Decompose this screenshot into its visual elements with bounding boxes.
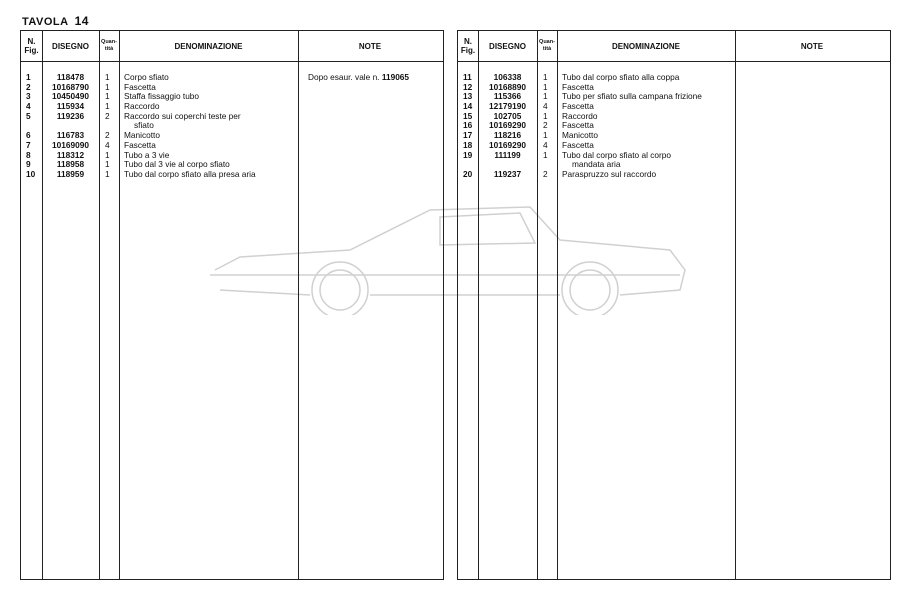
table-row xyxy=(458,151,890,170)
quantity: 1 xyxy=(543,72,548,82)
quantity: 1 xyxy=(105,81,110,92)
fig-number: 9 xyxy=(26,159,31,170)
fig-number: 2 xyxy=(26,81,31,92)
description: Tubo dal corpo sfiato alla presa aria xyxy=(124,168,256,179)
table-row xyxy=(458,121,890,131)
table-row xyxy=(21,151,443,161)
table-row xyxy=(458,102,890,112)
fig-number: 12 xyxy=(463,81,473,92)
part-number: 111199 xyxy=(494,149,521,160)
fig-number: 6 xyxy=(26,130,31,141)
part-number: 118216 xyxy=(493,130,522,141)
header-disegno xyxy=(42,31,99,61)
fig-number: 16 xyxy=(463,120,473,131)
header-disegno xyxy=(478,31,537,61)
table-row xyxy=(458,141,890,151)
description: Fascetta xyxy=(124,139,156,150)
header-fig-line1: N. xyxy=(464,37,472,46)
description: Fascetta xyxy=(562,139,594,150)
description: Staffa fissaggio tubo xyxy=(124,91,200,102)
part-number: 118958 xyxy=(56,159,85,170)
note-text: Dopo esaur. vale n. xyxy=(308,72,380,82)
fig-number: 4 xyxy=(26,101,31,112)
table-header xyxy=(21,31,443,62)
fig-number: 18 xyxy=(463,139,473,150)
description: Paraspruzzo sul raccordo xyxy=(562,168,657,179)
part-number: 118312 xyxy=(56,149,85,160)
header-note-label: NOTE xyxy=(358,41,382,51)
header-qty-line2: tità xyxy=(542,46,552,52)
header-denominazione-label: DENOMINAZIONE xyxy=(612,41,680,51)
header-disegno-label: DISEGNO xyxy=(52,41,89,51)
description: Raccordo xyxy=(124,101,160,112)
description: Tubo dal corpo sfiato al corpo xyxy=(562,149,671,160)
description: Corpo sfiato xyxy=(124,72,169,82)
title-label: TAVOLA xyxy=(22,16,69,28)
quantity: 1 xyxy=(105,72,110,82)
fig-number: 17 xyxy=(463,130,473,141)
part-number: 118478 xyxy=(56,72,85,82)
header-fig-line1: N. xyxy=(27,37,36,46)
description: Tubo dal corpo sfiato alla coppa xyxy=(562,72,680,82)
description-continued: mandata aria xyxy=(572,159,621,170)
fig-number: 5 xyxy=(26,110,31,121)
quantity: 1 xyxy=(543,91,548,102)
description: Fascetta xyxy=(562,81,594,92)
description: Fascetta xyxy=(562,120,594,131)
description: Fascetta xyxy=(124,81,156,92)
description: Raccordo xyxy=(562,110,598,121)
description: Raccordo sui coperchi teste per xyxy=(124,110,241,121)
note-part-number: 119065 xyxy=(381,72,410,82)
header-qty-line1: Quan- xyxy=(101,39,117,45)
part-number: 106338 xyxy=(493,72,522,82)
part-number: 10168890 xyxy=(489,81,526,92)
header-disegno-label: DISEGNO xyxy=(489,41,526,51)
header-fig-line2: Fig. xyxy=(24,46,39,55)
description: Manicotto xyxy=(124,130,160,141)
quantity: 1 xyxy=(543,130,548,141)
part-number: 115934 xyxy=(56,101,85,112)
parts-table-right xyxy=(457,30,891,580)
fig-number: 15 xyxy=(463,110,473,121)
part-number: 10169290 xyxy=(489,139,526,150)
page-title xyxy=(22,14,89,28)
part-number: 116783 xyxy=(56,130,85,141)
description: Fascetta xyxy=(562,101,594,112)
part-number: 10168790 xyxy=(52,81,89,92)
table-header xyxy=(458,31,890,62)
part-number: 10450490 xyxy=(52,91,89,102)
header-qty xyxy=(99,31,119,61)
header-fig xyxy=(458,31,478,61)
part-number: 119236 xyxy=(56,110,85,121)
part-number: 10169090 xyxy=(52,139,89,150)
table-row xyxy=(21,92,443,102)
table-row xyxy=(21,170,443,180)
fig-number: 11 xyxy=(463,72,472,82)
fig-number: 8 xyxy=(26,149,31,160)
note xyxy=(308,73,409,83)
description-continued: sfiato xyxy=(134,120,154,131)
table-row xyxy=(21,112,443,131)
fig-number: 13 xyxy=(463,91,473,102)
header-qty-line2: tità xyxy=(104,46,114,52)
fig-number: 1 xyxy=(26,72,31,82)
header-fig-line2: Fig. xyxy=(460,46,476,55)
header-fig xyxy=(21,31,42,61)
table-row xyxy=(458,170,890,180)
table-number: 14 xyxy=(74,14,89,28)
part-number: 102705 xyxy=(493,110,522,121)
fig-number: 10 xyxy=(26,168,36,179)
description: Tubo dal 3 vie al corpo sfiato xyxy=(124,159,230,170)
description: Tubo per sfiato sulla campana frizione xyxy=(562,91,702,102)
quantity: 1 xyxy=(105,101,110,112)
header-denominazione xyxy=(557,31,735,61)
quantity: 2 xyxy=(105,130,110,141)
part-number: 10169290 xyxy=(489,120,526,131)
header-qty xyxy=(537,31,557,61)
fig-number: 3 xyxy=(26,91,31,102)
quantity: 4 xyxy=(543,101,548,112)
table-row xyxy=(21,141,443,151)
header-note-label: NOTE xyxy=(800,41,824,51)
header-denominazione xyxy=(119,31,298,61)
quantity: 2 xyxy=(543,168,548,179)
quantity: 1 xyxy=(543,81,548,92)
quantity: 4 xyxy=(543,139,548,150)
quantity: 1 xyxy=(543,110,548,121)
quantity: 2 xyxy=(543,120,548,131)
quantity: 1 xyxy=(543,149,548,160)
part-number: 115366 xyxy=(493,91,522,102)
part-number: 118959 xyxy=(56,168,85,179)
part-number: 12179190 xyxy=(489,101,526,112)
quantity: 4 xyxy=(105,139,110,150)
fig-number: 19 xyxy=(463,149,473,160)
header-note xyxy=(298,31,442,61)
fig-number: 20 xyxy=(463,168,473,179)
description: Tubo a 3 vie xyxy=(124,149,170,160)
header-denominazione-label: DENOMINAZIONE xyxy=(174,41,243,51)
parts-table-left xyxy=(20,30,444,580)
quantity: 1 xyxy=(105,168,110,179)
quantity: 1 xyxy=(105,149,110,160)
quantity: 1 xyxy=(105,91,110,102)
fig-number: 7 xyxy=(26,139,31,150)
quantity: 2 xyxy=(105,110,110,121)
fig-number: 14 xyxy=(463,101,473,112)
description: Manicotto xyxy=(562,130,598,141)
part-number: 119237 xyxy=(493,168,522,179)
header-note xyxy=(735,31,889,61)
quantity: 1 xyxy=(105,159,110,170)
header-qty-line1: Quan- xyxy=(539,39,555,45)
